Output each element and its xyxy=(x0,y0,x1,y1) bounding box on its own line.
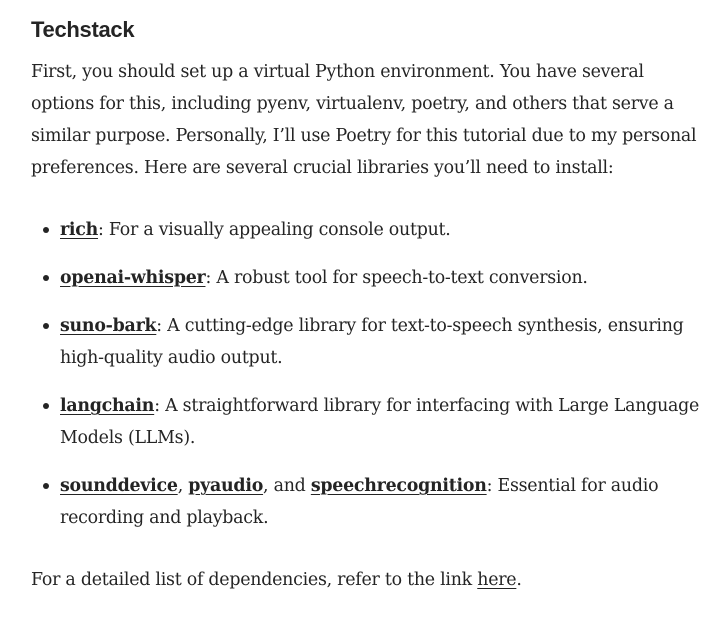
sounddevice-link[interactable]: sounddevice xyxy=(60,476,178,496)
list-item-desc: : A robust tool for speech-to-text conversion. xyxy=(205,268,588,288)
here-link[interactable]: here xyxy=(477,570,517,590)
bullet-icon xyxy=(43,275,49,281)
library-list xyxy=(31,214,711,534)
list-item-langchain xyxy=(31,390,711,454)
dependencies-text: For a detailed list of dependencies, refer to the link xyxy=(31,570,478,590)
bullet-icon xyxy=(43,403,49,409)
bullet-icon xyxy=(43,227,49,233)
separator-text: , and xyxy=(263,476,311,496)
section-heading: Techstack xyxy=(31,17,135,42)
rich-link[interactable]: rich xyxy=(60,220,99,240)
list-item-openai-whisper xyxy=(31,262,711,294)
list-item-desc: : For a visually appealing console output. xyxy=(98,220,451,240)
list-item-desc: : Essential for audio recording and playback. xyxy=(60,476,659,528)
langchain-link[interactable]: langchain xyxy=(60,396,155,416)
pyaudio-link[interactable]: pyaudio xyxy=(188,476,264,496)
list-item-suno-bark xyxy=(31,310,711,374)
list-item-desc: : A cutting-edge library for text-to-speech synthesis, ensuring high-quality audio output. xyxy=(60,316,684,368)
suno-bark-link[interactable]: suno-bark xyxy=(60,316,157,336)
intro-paragraph: First, you should set up a virtual Python environment. You have several options for this, including pyenv, virtualenv, poetry, and others that serve a similar purpose. Personally, I’ll use Poetry for this tutorial due to my personal preferences. Here are several crucial libraries you’ll need to install: xyxy=(31,62,697,178)
separator-text: , xyxy=(177,476,189,496)
list-item-audio-libs xyxy=(31,470,711,534)
dependencies-paragraph xyxy=(31,564,711,596)
article-body xyxy=(31,14,711,596)
list-item-rich xyxy=(31,214,711,246)
bullet-icon xyxy=(43,483,49,489)
speechrecognition-link[interactable]: speechrecognition xyxy=(310,476,487,496)
openai-whisper-link[interactable]: openai-whisper xyxy=(60,268,206,288)
period-text: . xyxy=(516,570,522,590)
bullet-icon xyxy=(43,323,49,329)
list-item-desc: : A straightforward library for interfacing with Large Language Models (LLMs). xyxy=(60,396,700,448)
